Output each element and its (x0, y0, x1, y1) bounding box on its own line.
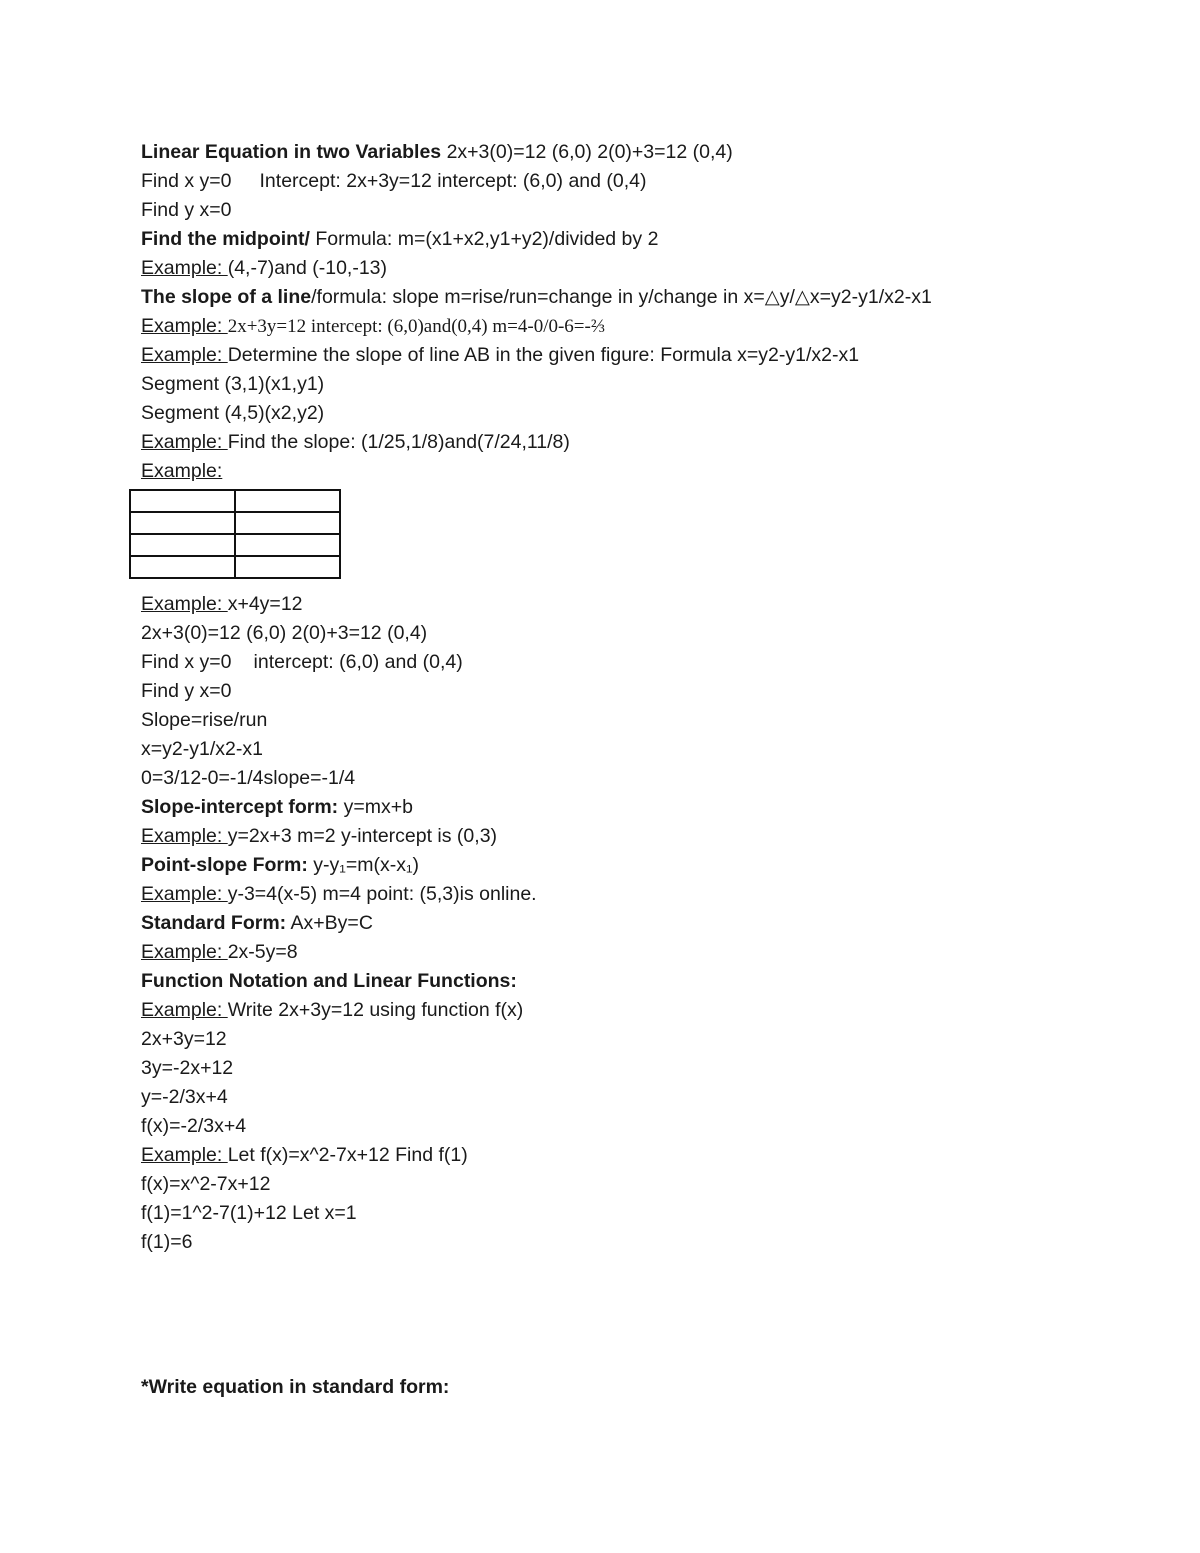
table-row (130, 512, 340, 534)
line-text: 2x-5y=8 (227, 941, 298, 963)
table-cell (235, 534, 340, 556)
example-label: Example: (141, 883, 228, 905)
example-label: Example: (141, 825, 228, 847)
text-line: 3y=-2x+12 (141, 1057, 234, 1079)
section-title: The slope of a line (141, 286, 312, 308)
text-line: Segment (4,5)(x2,y2) (141, 402, 325, 424)
heading-slope (141, 283, 1141, 312)
example-label: Example: (141, 315, 228, 337)
line-text: y-3=4(x-5) m=4 point: (5,3)is online. (227, 883, 537, 905)
section-title: *Write equation in standard form: (141, 1376, 450, 1398)
section-title: Find the midpoint/ (141, 228, 310, 250)
line-text: x+4y=12 (227, 593, 303, 615)
line-text: Formula: m=(x1+x2,y1+y2)/divided by 2 (309, 228, 659, 250)
line-text: Find x y=0 (141, 170, 232, 192)
text-line: Segment (3,1)(x1,y1) (141, 373, 325, 395)
heading-midpoint (141, 225, 1141, 254)
heading-function-notation (141, 967, 1141, 996)
text-line: f(x)=x^2-7x+12 (141, 1173, 271, 1195)
text-line: x=y2-y1/x2-x1 (141, 738, 263, 760)
text-line: Slope=rise/run (141, 709, 268, 731)
line-text: Ax+By=C (286, 912, 373, 934)
example-line (141, 1141, 1141, 1170)
text-line: 2x+3y=12 (141, 1028, 227, 1050)
example-label: Example: (141, 460, 223, 482)
section-title: Slope-intercept form: (141, 796, 339, 818)
heading-slope-intercept (141, 793, 1141, 822)
section-title: Function Notation and Linear Functions: (141, 970, 517, 992)
example-line (141, 457, 1141, 486)
example-label: Example: (141, 257, 228, 279)
text-line (141, 648, 1141, 677)
line-text: Write 2x+3y=12 using function f(x) (227, 999, 524, 1021)
text-line: 0=3/12-0=-1/4slope=-1/4 (141, 767, 356, 789)
heading-write-standard-form (141, 1373, 1141, 1402)
line-text: Determine the slope of line AB in the given figure: Formula x=y2-y1/x2-x1 (227, 344, 860, 366)
table-row (130, 534, 340, 556)
document-body (141, 138, 1141, 1402)
text-line: 2x+3(0)=12 (6,0) 2(0)+3=12 (0,4) (141, 622, 428, 644)
line-text: (4,-7)and (-10,-13) (227, 257, 388, 279)
text-line: f(1)=6 (141, 1231, 193, 1253)
example-label: Example: (141, 941, 228, 963)
example-line (141, 254, 1141, 283)
table-cell (130, 534, 235, 556)
heading-standard-form (141, 909, 1141, 938)
line-text: y-y₁=m(x-x₁) (307, 854, 420, 876)
line-text: y=2x+3 m=2 y-intercept is (0,3) (227, 825, 498, 847)
line-text: Let f(x)=x^2-7x+12 Find f(1) (227, 1144, 468, 1166)
example-line (141, 312, 1141, 341)
text-line: f(1)=1^2-7(1)+12 Let x=1 (141, 1202, 357, 1224)
example-line (141, 822, 1141, 851)
table-cell (235, 490, 340, 512)
example-label: Example: (141, 344, 228, 366)
heading-point-slope (141, 851, 1141, 880)
blank-space (141, 1257, 1141, 1373)
example-line (141, 590, 1141, 619)
section-title: Standard Form: (141, 912, 287, 934)
line-text: Intercept: 2x+3y=12 intercept: (6,0) and (0,4) (259, 170, 647, 192)
table-cell (130, 490, 235, 512)
section-title: Point-slope Form: (141, 854, 308, 876)
text-line (141, 167, 1141, 196)
example-line (141, 880, 1141, 909)
table-row (130, 490, 340, 512)
example-label: Example: (141, 431, 228, 453)
table-cell (235, 512, 340, 534)
line-text: y=mx+b (338, 796, 413, 818)
table-cell (235, 556, 340, 578)
example-label: Example: (141, 999, 228, 1021)
table-cell (130, 512, 235, 534)
section-title: Linear Equation in two Variables (141, 141, 442, 163)
text-line: Find y x=0 (141, 199, 232, 221)
line-text: intercept: (6,0) and (0,4) (253, 651, 463, 673)
line-text: 2x+3y=12 intercept: (6,0)and(0,4) m=4-0/0-6=-⅔ (227, 316, 606, 337)
table-cell (130, 556, 235, 578)
line-text: Find the slope: (1/25,1/8)and(7/24,11/8) (227, 431, 570, 453)
example-label: Example: (141, 593, 228, 615)
text-line: y=-2/3x+4 (141, 1086, 228, 1108)
line-text: /formula: slope m=rise/run=change in y/change in x=△y/△x=y2-y1/x2-x1 (311, 286, 932, 308)
table-row (130, 556, 340, 578)
example-label: Example: (141, 1144, 228, 1166)
text-line: f(x)=-2/3x+4 (141, 1115, 247, 1137)
empty-table (129, 489, 341, 579)
line-text: Find x y=0 (141, 651, 232, 673)
text-line: Find y x=0 (141, 680, 232, 702)
heading-linear-equation (141, 138, 1141, 167)
example-line (141, 996, 1141, 1025)
example-line (141, 341, 1141, 370)
example-line (141, 938, 1141, 967)
line-text: 2x+3(0)=12 (6,0) 2(0)+3=12 (0,4) (441, 141, 733, 163)
example-line (141, 428, 1141, 457)
